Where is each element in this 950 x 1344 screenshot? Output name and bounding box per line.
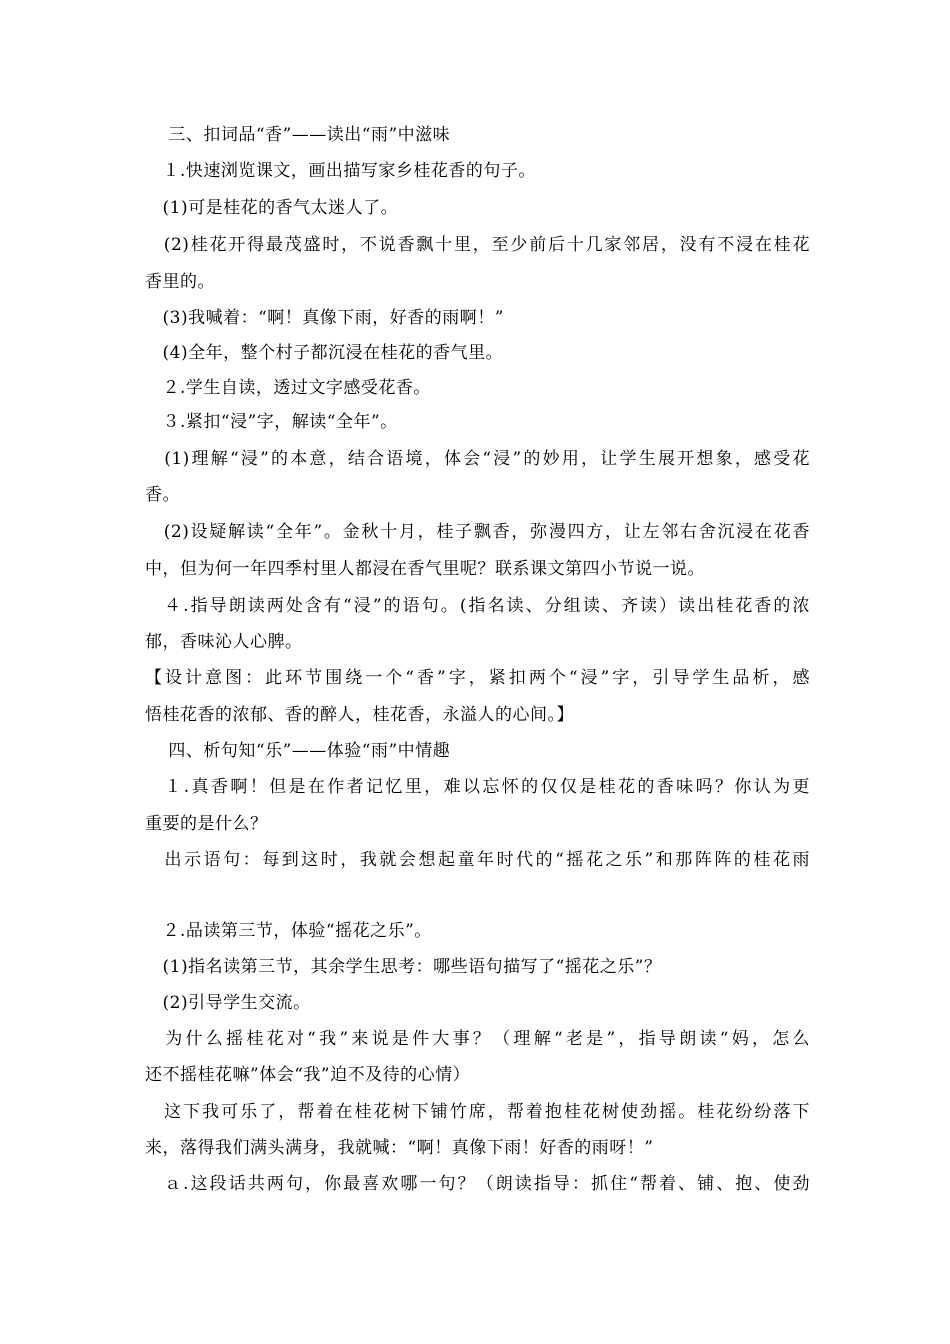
paragraph-line: ３.紧扣“浸”字，解读“全年”。 bbox=[145, 412, 398, 432]
section-heading-three: 三、扣词品“香”——读出“雨”中滋味 bbox=[145, 125, 451, 145]
paragraph-line: (4)全年，整个村子都沉浸在桂花的香气里。 bbox=[145, 343, 504, 363]
paragraph-line: １.真香啊！但是在作者记忆里，难以忘怀的仅仅是桂花的香味吗？你认为更 bbox=[145, 777, 810, 797]
paragraph-line: (1)可是桂花的香气太迷人了。 bbox=[145, 198, 399, 218]
paragraph-line: (3)我喊着：“啊！真像下雨，好香的雨啊！” bbox=[145, 308, 504, 328]
paragraph-line: (2)设疑解读“全年”。金秋十月，桂子飘香，弥漫四方，让左邻右舍沉浸在花香 bbox=[145, 522, 810, 542]
paragraph-line: 还不摇桂花嘛”体会“我”迫不及待的心情） bbox=[145, 1065, 471, 1085]
paragraph-line: 为什么摇桂花对“我”来说是件大事？（理解“老是”，指导朗读“妈，怎么 bbox=[145, 1029, 810, 1049]
paragraph-line: 重要的是什么？ bbox=[145, 814, 268, 834]
design-intent-line: 悟桂花香的浓郁、香的醉人，桂花香，永溢人的心间。】 bbox=[145, 705, 574, 725]
section-heading-four: 四、析句知“乐”——体验“雨”中情趣 bbox=[145, 741, 451, 761]
paragraph-line: (2)引导学生交流。 bbox=[145, 993, 311, 1013]
paragraph-line: ２.品读第三节，体验“摇花之乐”。 bbox=[145, 921, 432, 941]
paragraph-line: 香。 bbox=[145, 485, 180, 505]
paragraph-line: 出示语句：每到这时，我就会想起童年时代的“摇花之乐”和那阵阵的桂花雨 bbox=[145, 850, 810, 870]
design-intent-line: 【设计意图：此环节围绕一个“香”字，紧扣两个“浸”字，引导学生品析，感 bbox=[145, 668, 810, 688]
paragraph-line: 郁，香味沁人心脾。 bbox=[145, 632, 303, 652]
paragraph-line: ２.学生自读，透过文字感受花香。 bbox=[145, 378, 431, 398]
paragraph-line: 中，但为何一年四季村里人都浸在香气里呢？联系课文第四小节说一说。 bbox=[145, 559, 705, 579]
paragraph-line: ４.指导朗读两处含有“浸”的语句。(指名读、分组读、齐读）读出桂花香的浓 bbox=[145, 596, 810, 616]
paragraph-line: 这下我可乐了，帮着在桂花树下铺竹席，帮着抱桂花树使劲摇。桂花纷纷落下 bbox=[145, 1102, 810, 1122]
paragraph-line: (1)指名读第三节，其余学生思考：哪些语句描写了“摇花之乐”？ bbox=[145, 957, 662, 977]
paragraph-line: ａ.这段话共两句，你最喜欢哪一句？（朗读指导：抓住“帮着、铺、抱、使劲 bbox=[145, 1174, 810, 1194]
paragraph-line: １.快速浏览课文，画出描写家乡桂花香的句子。 bbox=[145, 161, 536, 181]
paragraph-line: 来，落得我们满头满身，我就喊：“啊！真像下雨！好香的雨呀！” bbox=[145, 1138, 654, 1158]
paragraph-line: (2)桂花开得最茂盛时，不说香飘十里，至少前后十几家邻居，没有不浸在桂花 bbox=[145, 235, 810, 255]
paragraph-line: (1)理解“浸”的本意，结合语境，体会“浸”的妙用，让学生展开想象，感受花 bbox=[145, 449, 810, 469]
paragraph-line: 香里的。 bbox=[145, 272, 215, 292]
